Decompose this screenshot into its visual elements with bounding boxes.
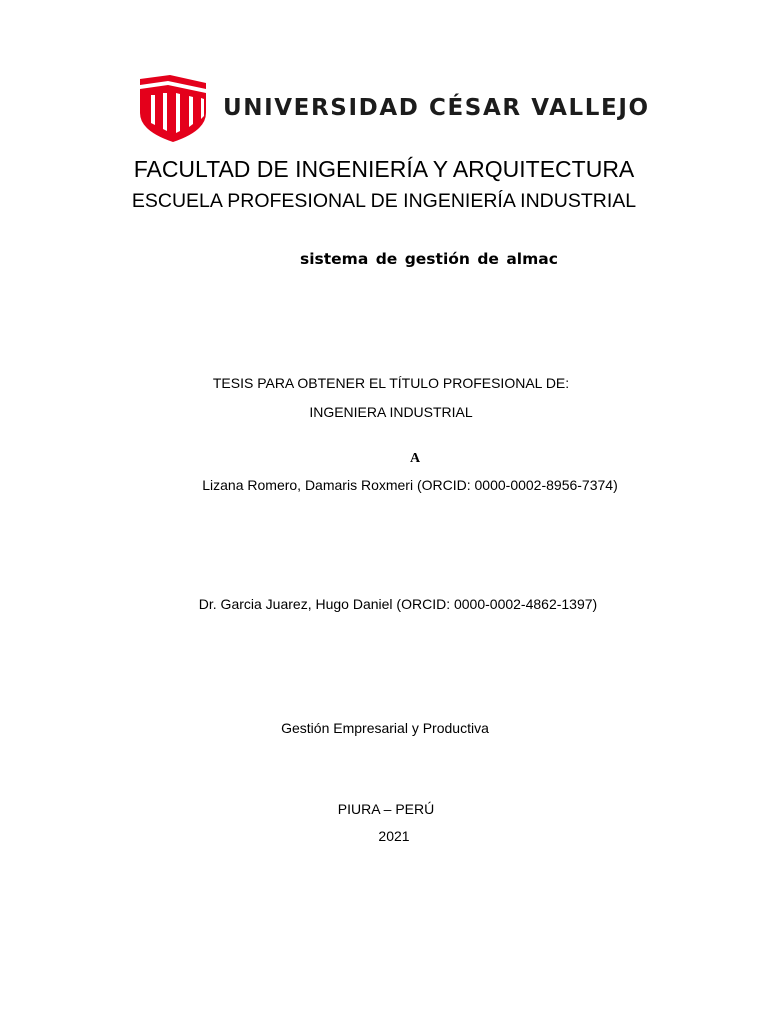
faculty-name: FACULTAD DE INGENIERÍA Y ARQUITECTURA (133, 156, 635, 182)
place: PIURA – PERÚ (337, 801, 435, 817)
university-shield-icon (137, 73, 209, 143)
thesis-title: sistema de gestión de almac (300, 250, 558, 268)
degree-name: INGENIERA INDUSTRIAL (309, 404, 473, 420)
author-heading: A (409, 451, 421, 466)
university-name: UNIVERSIDAD CÉSAR VALLEJO (223, 95, 650, 121)
advisor-name: Dr. Garcia Juarez, Hugo Daniel (ORCID: 0000-0002-4862-1397) (198, 596, 598, 612)
school-name: ESCUELA PROFESIONAL DE INGENIERÍA INDUSTRIAL (131, 190, 637, 212)
university-logo (137, 73, 650, 145)
year: 2021 (378, 828, 410, 844)
degree-line: TESIS PARA OBTENER EL TÍTULO PROFESIONAL DE: (212, 375, 570, 391)
research-line: Gestión Empresarial y Productiva (281, 720, 489, 736)
author-name: Lizana Romero, Damaris Roxmeri (ORCID: 0000-0002-8956-7374) (202, 477, 618, 493)
